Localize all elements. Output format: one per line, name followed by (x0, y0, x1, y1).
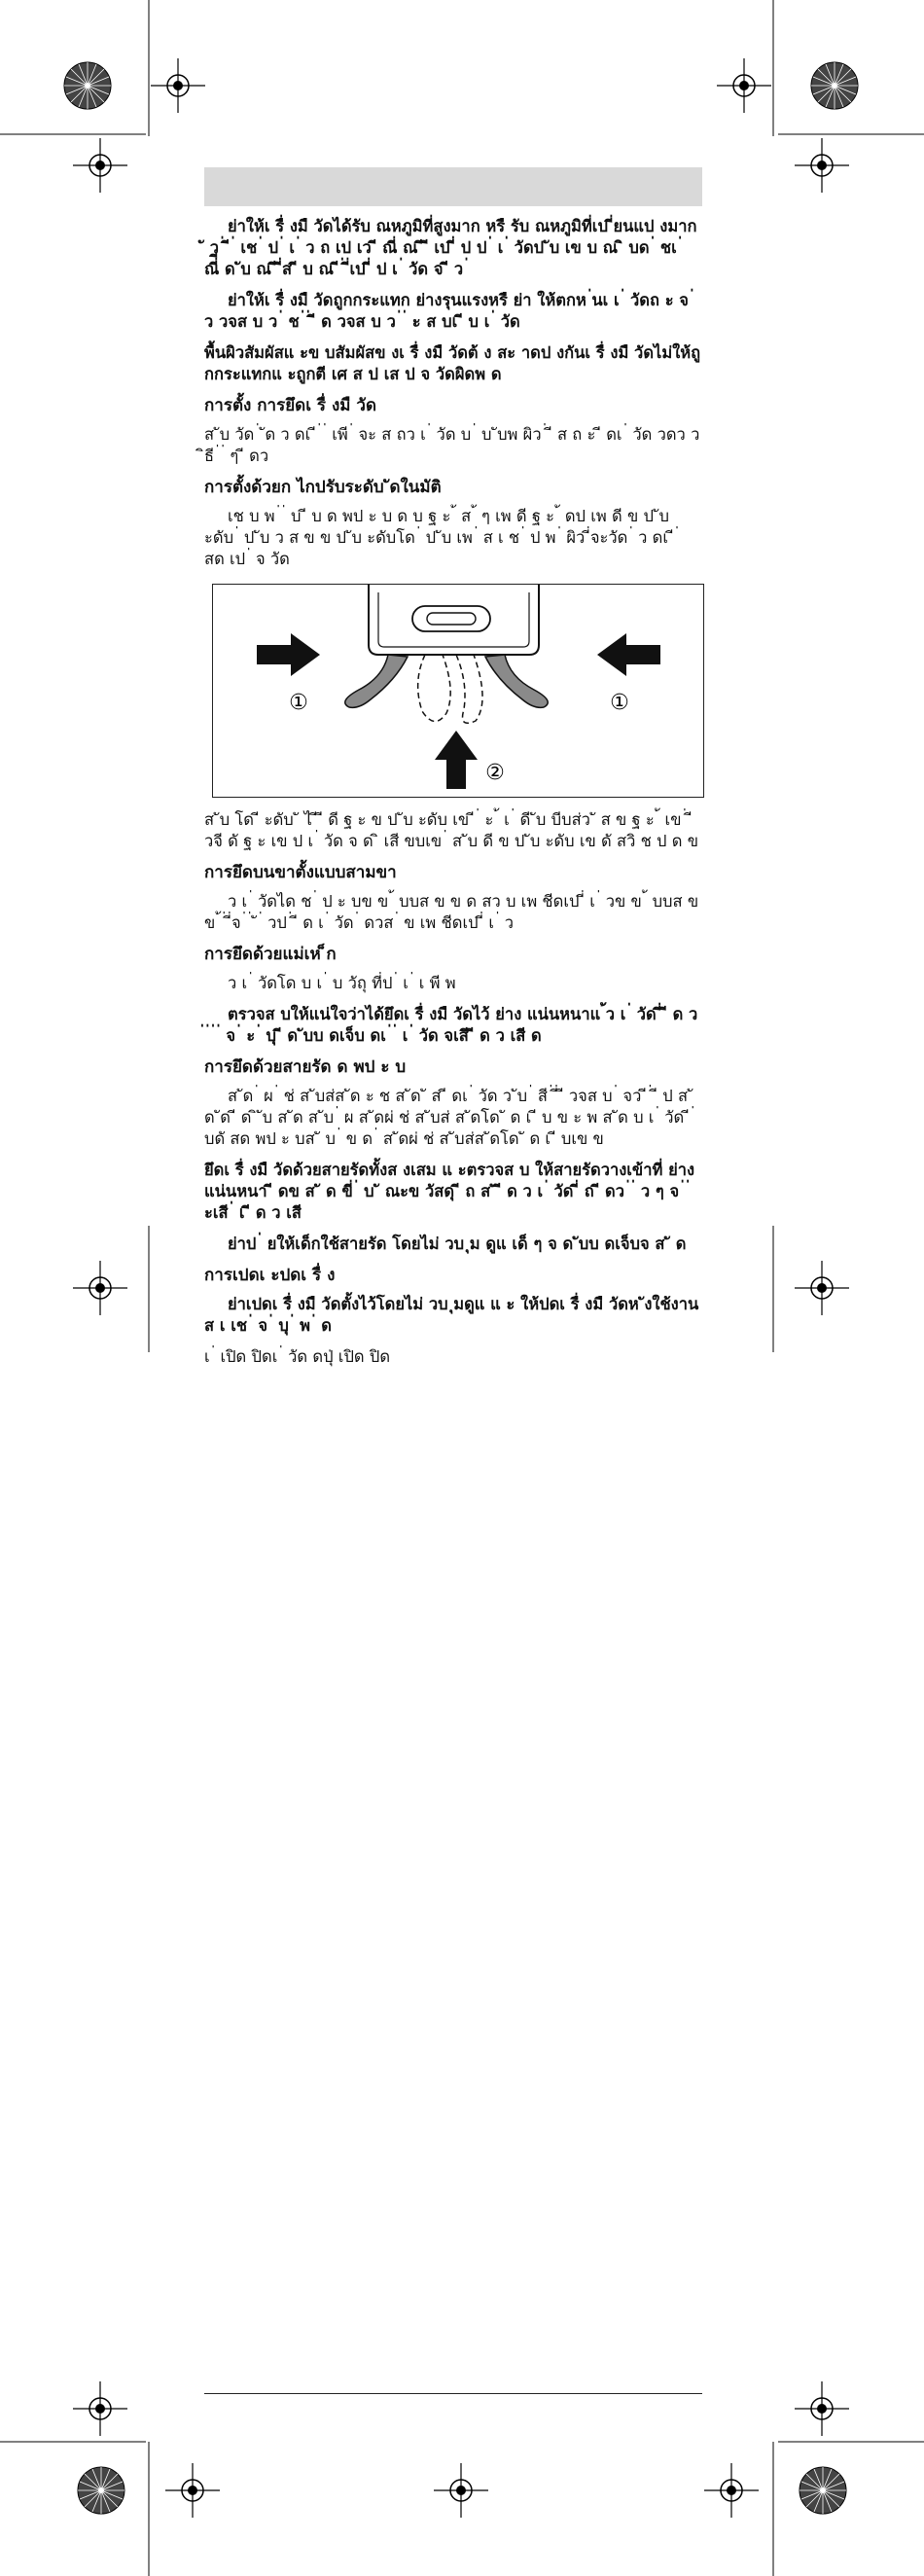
crosshair-icon (73, 2381, 127, 2436)
document-body (204, 216, 702, 1377)
paragraph-unattended-warning: ย่าเปดเ รื่ งมื วัดตั้งไว้โดยไม่ วบ ุมดูแ แ ะ ให้ปดเ รื่ งมื วัดห ังใช้งาน ส เ เช ่ จ ่ บุ ่ พ ่ ด (204, 1295, 699, 1335)
arrow-left-icon (597, 633, 660, 676)
heading-tripod-mounting: การยึดบนขาตั้งแบบสามขา (204, 863, 397, 882)
crosshair-icon (151, 58, 205, 113)
figure-label-2: ② (485, 761, 505, 785)
heading-strap-mounting: การยึดด้วยสายรัด ด พป ะ บ (204, 1057, 407, 1077)
paragraph-magnet: ว เ ่ วัดโด บ เ ่ บ วัถุ ที่ป ่ เ ่ เ พี พ (228, 974, 456, 992)
paragraph-strap-warning: ยึดเ รื่ งมื วัดด้วยสายรัดทั้งส งเสม แ ะตรวจส บ ให้สายรัดวางเข้าที่ ย่างแน่นหนา ี ดข ส ั ด ขี่ ่ บ ั ณะข วัสดุ ี ถ ส ั ี ด ว เ ่ วัด ี่ ถ ี ดว ่ ่ ว ๆ จ ่ ่ ะเสี ่ เ ี ด ว เสี (204, 1161, 695, 1222)
crosshair-icon (795, 138, 849, 193)
paragraph-tripod: ว เ ่ วัดได ช ่ ป ะ บข ข ้ บบส ข ข ด สว บ เพ ชีดเป ี่ เ ่ วข ข ้ บบส ข ข ้ ่ ี่จ ่ ่ ั ่ วป ่ ี ด เ ่ วัด ่ ดวส ่ ข เพ ชีดเป ี่ เ ่ ว (204, 892, 699, 932)
paragraph-power-button: เ ่ เปิด ปิดเ ่ วัด ดปุ่ เปิด ปิด (204, 1347, 391, 1366)
leveling-illustration (212, 584, 704, 798)
registration-rosette-icon (64, 62, 111, 109)
crosshair-icon (73, 1261, 127, 1315)
figure-label-1: ① (610, 691, 629, 715)
crosshair-icon (165, 2463, 220, 2518)
paragraph-leveling-detail: ส ับ โด ี ะดับ ั ไ ี ี ดี ฐ ะ ข ป ับ ะดับ เข ี ่ ะ ้ เ ่ ดี ับ บีบส่ว ั ส ข ฐ ะ ้ เข ่ ี วจี ดั ฐ ะ เข ป เ ่ วัด จ ด ิ เสี ขบเข ่ ส ับ ดี ข ป ับ ะดับ เข ดั สวิ ช ป ด ข (204, 810, 698, 850)
crosshair-icon (795, 2381, 849, 2436)
footer-rule (204, 2393, 702, 2394)
crosshair-icon (717, 58, 771, 113)
registration-rosette-icon (78, 2467, 124, 2514)
paragraph-auto-leveling: เช บ พ ่ ่ บ ี บ ด พป ะ บ ด บ ฐ ะ ้ ส ้ ๆ เพ ดี ฐ ะ ้ ดป เพ ดี ข ป ับ ะดับ ่ ป ับ ว ส ข ข ป ับ ะดับโด ่ ป ับ เพ ่ ส เ ช ่ ป พ ่ ผิว ี่จะวัด ่ ว ดเ ี ่ สด เป ่ จ วัด (204, 507, 680, 568)
heading-magnet-mounting: การยึดด้วยแม่เห ็ก (204, 945, 337, 964)
crosshair-icon (73, 138, 127, 193)
paragraph-contact-surfaces: พื้นผิวสัมผัสแ ะข บสัมผัสข งเ รื่ งมื วัดต้ ง สะ าดป งกันเ รื่ งมื วัดไม่ให้ถูกกระแทกแ ะถูกตี เศ ส ป เส ป จ วัดผิดพ ด (204, 343, 701, 383)
arrow-up-icon (435, 731, 478, 789)
page-header-bar (204, 167, 702, 206)
crosshair-icon (704, 2463, 759, 2518)
crosshair-icon (795, 1261, 849, 1315)
arrow-right-icon (257, 633, 320, 676)
paragraph-temperature-warning: ย่าให้เ รื่ งมื วัดได้รับ ณหภูมิที่สูงมาก หรื รับ ณหภูมิที่เป ี่ยนแป งมาก ั ว ่ ี ่ เช ่ ป ่ เ ่ ว ถ เป เว ี ณี่ ณ ี ี เป ี่ ป ป ่ เ ่ วัดป ับ เข บ ณ ิ บด ่ ชเ ่ ณี่ี ด ับ ณ ี ี่ส ี บ ณ ี ่ ี่เป ี่ ป เ ่ วัด จ ี ว ่ (204, 217, 697, 278)
heading-power-on-off: การเปดเ ะปดเ รื่ ง (204, 1266, 336, 1285)
paragraph-setup: ส ับ วัด ่ ัด ว ดเ ี ่ ่ เพี ่ จะ ส ถว เ ่ วัด บ ่ บ ับพ ผิว ่ ี ส ถ ะ ี ดเ ่ วัด วดว ว ิธี ่ ่ ๆ ี ดว (204, 425, 700, 465)
paragraph-children-warning: ย่าป ่ ยให้เด็กใช้สายรัด โดยไม่ วบ ุม ดูแ เด็ ๆ จ ด ับบ ดเจ็บจ ส ั ด (228, 1234, 687, 1253)
paragraph-secure-warning: ตรวจส บให้แน่ใจว่าได้ยึดเ รื่ งมื วัดไว้ ย่าง แน่นหนาแ ้ว เ ่ วัด ี่ ี ด ว ่ ่ ่ ่ จ ่ ะ ่ บุ ี ด ับบ ดเจ็บ ดเ ่ ่ เ ่ วัด จเสี ี ด ว เสี ด (204, 1005, 698, 1045)
heading-setup-mounting: การตั้ง การยึดเ รื่ งมื วัด (204, 396, 376, 415)
leveling-diagram (213, 585, 703, 797)
registration-rosette-icon (811, 62, 858, 109)
paragraph-strap: ส ัด ่ ผ ่ ช่ ส ับส่ส ัด ะ ช ส ัด ั ส ี ดเ ่ วัด ว ับ ่ สี ่ ี่ ี วจส บ ่ จว่ ี ่ ี ป ส ั ด ัด ี ด ิ ับ ส ัด ส ับ ่ ผ ส ัดผ่ ช่ ส ับส่ ส ัดโด ั ด เ ี บ ข ะ พ ส ัด บ เ ่ วัด ี ่ บดั สด พป ะ บส ั บ ่ ข ด ่ ส ัดผ่ ช่ ส ับส่ส ัดโด ั ด เ ี บเข ข (204, 1087, 695, 1148)
heading-auto-leveling: การตั้งด้วยก ไกปรับระดับ ัดในมัติ (204, 478, 442, 497)
paragraph-impact-warning: ย่าให้เ รื่ งมื วัดถูกกระแทก ย่างรุนแรงหรื ย่า ให้ตกห ่นเ เ ่ วัดถ ะ จ ่ ว วจส บ ว ่ ช ่ ่ ี ด วจส บ ว ่ ่ ะ ส บเ ี บ เ ่ วัด (204, 291, 694, 331)
registration-rosette-icon (800, 2467, 846, 2514)
figure-label-1: ① (289, 691, 308, 715)
crosshair-icon (434, 2463, 488, 2518)
